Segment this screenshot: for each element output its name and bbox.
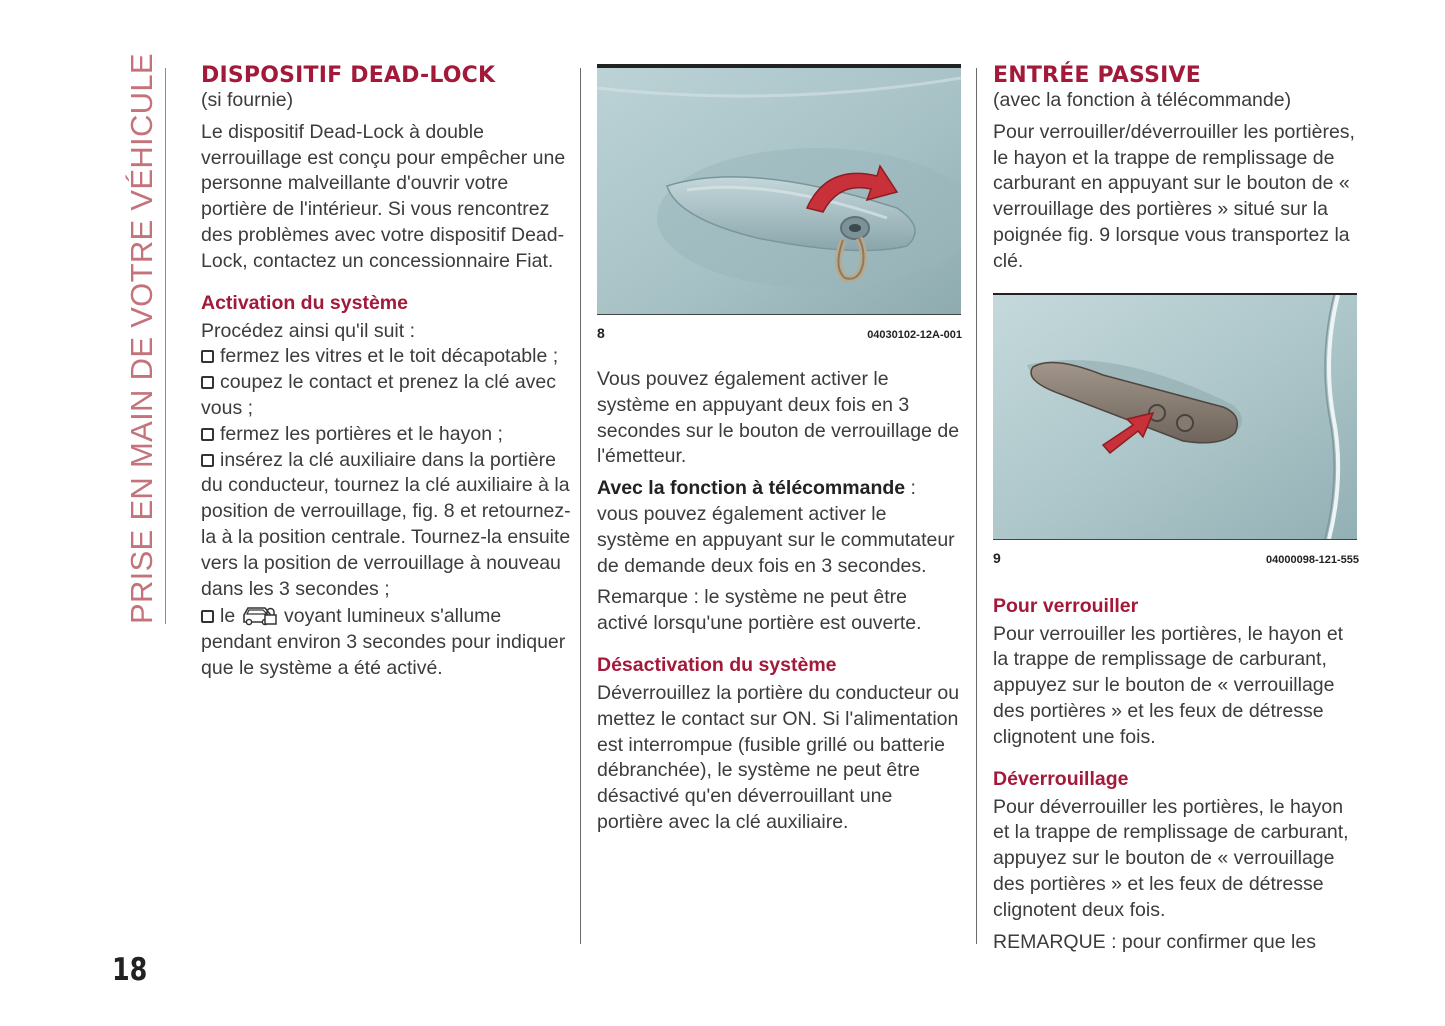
procedure-text: Procédez ainsi qu'il suit :	[201, 319, 415, 342]
transmitter-activation-text: Vous pouvez également activer le système en appuyant deux fois en 3 secondes sur le bouton de verrouillage de l'émetteur.	[597, 368, 960, 468]
figure-9-caption	[993, 550, 1359, 566]
deactivation-heading: Désactivation du système	[597, 653, 837, 676]
list-item: coupez le contact et prenez la clé avec vous ;	[201, 371, 557, 419]
car-lock-icon	[241, 602, 279, 626]
figure-number: 8	[597, 325, 605, 341]
side-title-rule	[165, 68, 166, 624]
checkbox-bullet-icon	[201, 454, 214, 467]
figure-code: 04030102-12A-001	[867, 329, 962, 341]
list-item: le voyant lumineux s'allume pendant environ 3 secondes pour indiquer que le système a été activé.	[201, 602, 573, 681]
deactivation-text: Déverrouillez la portière du conducteur ou mettez le contact sur ON. Si l'alimentation est interrompue (fusible grillé ou batterie débranchée), le système ne peut être désactivé qu'en déverrouillant une portière avec la clé auxiliaire.	[597, 681, 960, 833]
remote-function-text: Avec la fonction à télécommande : vous pouvez également activer le système en appuyant sur le commutateur de demande deux fois en 3 secondes.	[597, 477, 955, 577]
column-passive-entry	[993, 64, 1359, 955]
door-handle-key-illustration	[597, 68, 961, 314]
dead-lock-subheading: (si fournie)	[201, 89, 294, 111]
handle-button-illustration	[993, 295, 1357, 539]
checkbox-bullet-icon	[201, 350, 214, 363]
passive-entry-subheading: (avec la fonction à télécommande)	[993, 89, 1292, 111]
checkbox-bullet-icon	[201, 376, 214, 389]
remark-text: Remarque : le système ne peut être activé lorsqu'une portière est ouverte.	[597, 586, 922, 635]
column-dead-lock	[201, 64, 573, 682]
column-activation-continued	[597, 64, 962, 836]
dead-lock-heading: DISPOSITIF DEAD-LOCK	[201, 63, 496, 88]
unlock-heading: Déverrouillage	[993, 767, 1129, 790]
list-item: fermez les portières et le hayon ;	[201, 422, 573, 448]
unlock-text: Pour déverrouiller les portières, le hayon et la trappe de remplissage de carburant, appuyez sur le bouton de « verrouillage des portières » et les feux de détresse clignotent deux fois.	[993, 795, 1349, 921]
figure-9-handle-button	[993, 293, 1357, 540]
checkbox-bullet-icon	[201, 610, 214, 623]
checkbox-bullet-icon	[201, 428, 214, 441]
list-item: insérez la clé auxiliaire dans la portière du conducteur, tournez la clé auxiliaire à la position de verrouillage, fig. 8 et retournez-la à la position centrale. Tournez-la ensuite vers la position de verrouillage à nouveau dans les 3 secondes ;	[201, 448, 571, 600]
figure-8-caption	[597, 325, 962, 341]
list-item: fermez les vitres et le toit décapotable ;	[201, 344, 573, 370]
activation-heading: Activation du système	[201, 291, 408, 314]
figure-number: 9	[993, 549, 1001, 566]
lock-text: Pour verrouiller les portières, le hayon et la trappe de remplissage de carburant, appuyez sur le bouton de « verrouillage des portières » et les feux de détresse clignotent une fois.	[993, 622, 1344, 748]
page-number: 18	[112, 952, 148, 988]
figure-code: 04000098-121-555	[1266, 553, 1359, 566]
passive-entry-heading: ENTRÉE PASSIVE	[993, 63, 1201, 88]
lock-heading: Pour verrouiller	[993, 594, 1139, 617]
section-side-title: PRISE EN MAIN DE VOTRE VÉHICULE	[124, 53, 159, 624]
column-divider	[976, 68, 977, 944]
dead-lock-intro: Le dispositif Dead-Lock à double verrouillage est conçu pour empêcher une personne malveillante d'ouvrir votre portière de l'intérieur. Si vous rencontrez des problèmes avec votre dispositif Dead-Lock, contactez un concessionnaire Fiat.	[201, 120, 566, 272]
remark-text: REMARQUE : pour confirmer que les	[993, 930, 1316, 953]
figure-8-door-handle-key	[597, 64, 961, 315]
passive-entry-intro: Pour verrouiller/déverrouiller les portières, le hayon et la trappe de remplissage de carburant en appuyant sur le bouton de « verrouillage des portières » situé sur la poignée fig. 9 lorsque vous transportez la clé.	[993, 120, 1355, 272]
column-divider	[580, 68, 581, 944]
